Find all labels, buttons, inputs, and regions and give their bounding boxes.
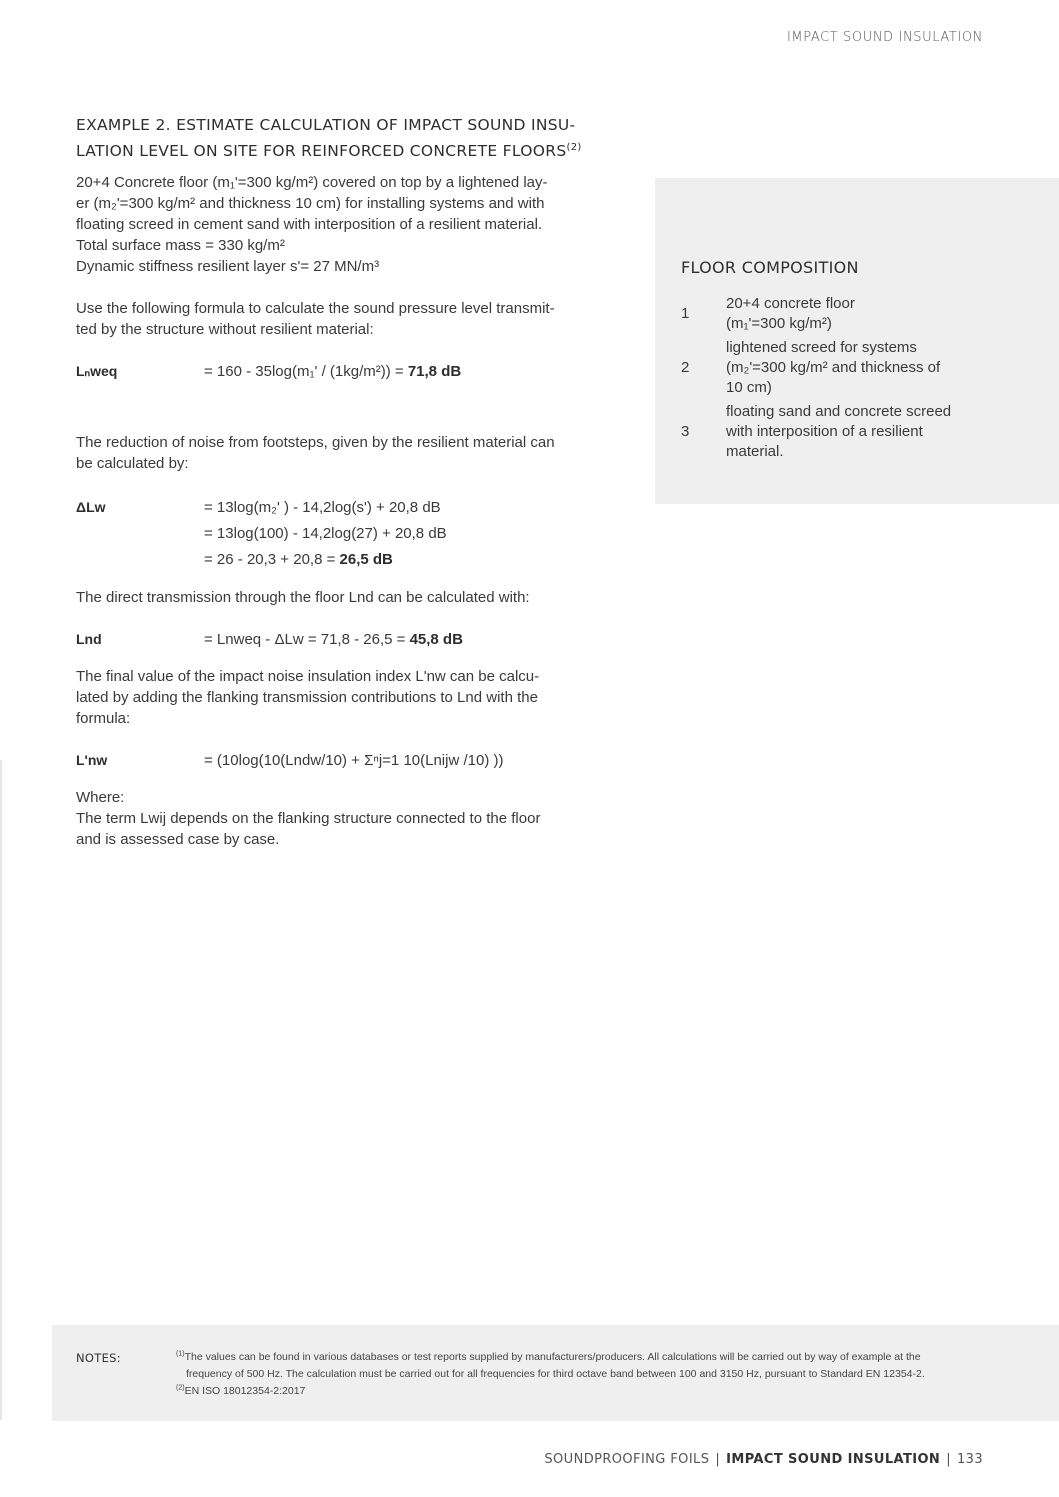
reduction-paragraph: The reduction of noise from footsteps, given by the resilient material can be calculated by: [76,434,555,472]
notes-box [52,1325,1059,1421]
example-heading [76,112,608,164]
floor-composition-title: FLOOR COMPOSITION [681,258,859,277]
footer-product: SOUNDPROOFING FOILS [544,1452,710,1467]
equation-lhs: Lₙweq [76,363,118,379]
equation-rhs: = 160 - 35log(m₁' / (1kg/m²)) = 71,8 dB [204,363,462,380]
example-heading-text: EXAMPLE 2. ESTIMATE CALCULATION OF IMPACT SOUND INSU-LATION LEVEL ON SITE FOR REINFORCED CONCRETE FLOORS [76,116,576,160]
intro-paragraph: 20+4 Concrete floor (m₁'=300 kg/m²) covered on top by a lightened lay- er (m₂'=300 kg/m² and thickness 10 cm) for installing systems and with floating screed in cement sand with interposition of a resilient material. Total surface mass = 330 kg/m² Dynamic stiffness resilient layer s'= 27 MN/m³ [76,174,548,275]
footer-section: IMPACT SOUND INSULATION [726,1452,941,1467]
final-value-paragraph: The final value of the impact noise insulation index L'nw can be calcu- lated by adding the flanking transmission contributions to Lnd with the formula: [76,668,540,727]
equation-result: 71,8 dB [407,363,462,380]
equation-result: 45,8 dB [409,631,463,648]
equation-lhs: L'nw [76,752,108,768]
equation-rhs: = 13log(m₂' ) - 14,2log(s') + 20,8 dB = 13log(100) - 14,2log(27) + 20,8 dB = 26 - 20,3 + 20,8 = 26,5 dB [204,499,447,568]
list-item: 2 lightened screed for systems (m₂'=300 kg/m² and thickness of 10 cm) [681,339,941,396]
page-number: 133 [956,1452,983,1467]
equation-rhs: = Lnweq - ΔLw = 71,8 - 26,5 = 45,8 dB [204,631,463,648]
list-item: 1 20+4 concrete floor (m₁'=300 kg/m²) [681,295,855,332]
page-header-title: IMPACT SOUND INSULATION [786,30,983,45]
heading-footnote-ref: (2) [566,141,582,153]
equation-lnweq [76,361,608,382]
equation-lhs: Lnd [76,631,102,647]
floor-composition-list [681,294,981,466]
list-item: 3 floating sand and concrete screed with interposition of a resilient material. [681,403,952,460]
floor-composition-panel [655,178,1059,504]
page-edge-rule [0,760,2,1420]
equation-lnw [76,750,608,771]
equation-lhs: ΔLw [76,499,106,515]
where-paragraph: Where: The term Lwij depends on the flanking structure connected to the floor and is assessed case by case. [76,789,541,848]
equation-delta-lw [76,495,608,573]
main-content [76,112,608,850]
formula-intro-paragraph: Use the following formula to calculate the sound pressure level transmit- ted by the structure without resilient material: [76,300,555,338]
equation-result: 26,5 dB [339,551,393,568]
equation-lnd [76,629,608,650]
page-footer: SOUNDPROOFING FOILS | IMPACT SOUND INSULATION | 133 [544,1452,983,1467]
direct-transmission-paragraph: The direct transmission through the floor Lnd can be calculated with: [76,589,530,606]
equation-rhs: = (10log(10(Lndw/10) + Σⁿj=1 10(Lnijw /10) )) [204,752,504,769]
notes-label: NOTES: [76,1351,121,1365]
notes-text: $^{(1)}$The values can be found in various databases or test reports supplied by manufacturers/producers. All calculations will be carried out by way of example at the frequency of 500 Hz. The calculation must be carried out for all frequencies for third octave band between 100 and 3150 Hz, pursuant to Standard EN 12354-2. $^{(2)}$EN ISO 18012354-2:2017 [176,1350,925,1397]
